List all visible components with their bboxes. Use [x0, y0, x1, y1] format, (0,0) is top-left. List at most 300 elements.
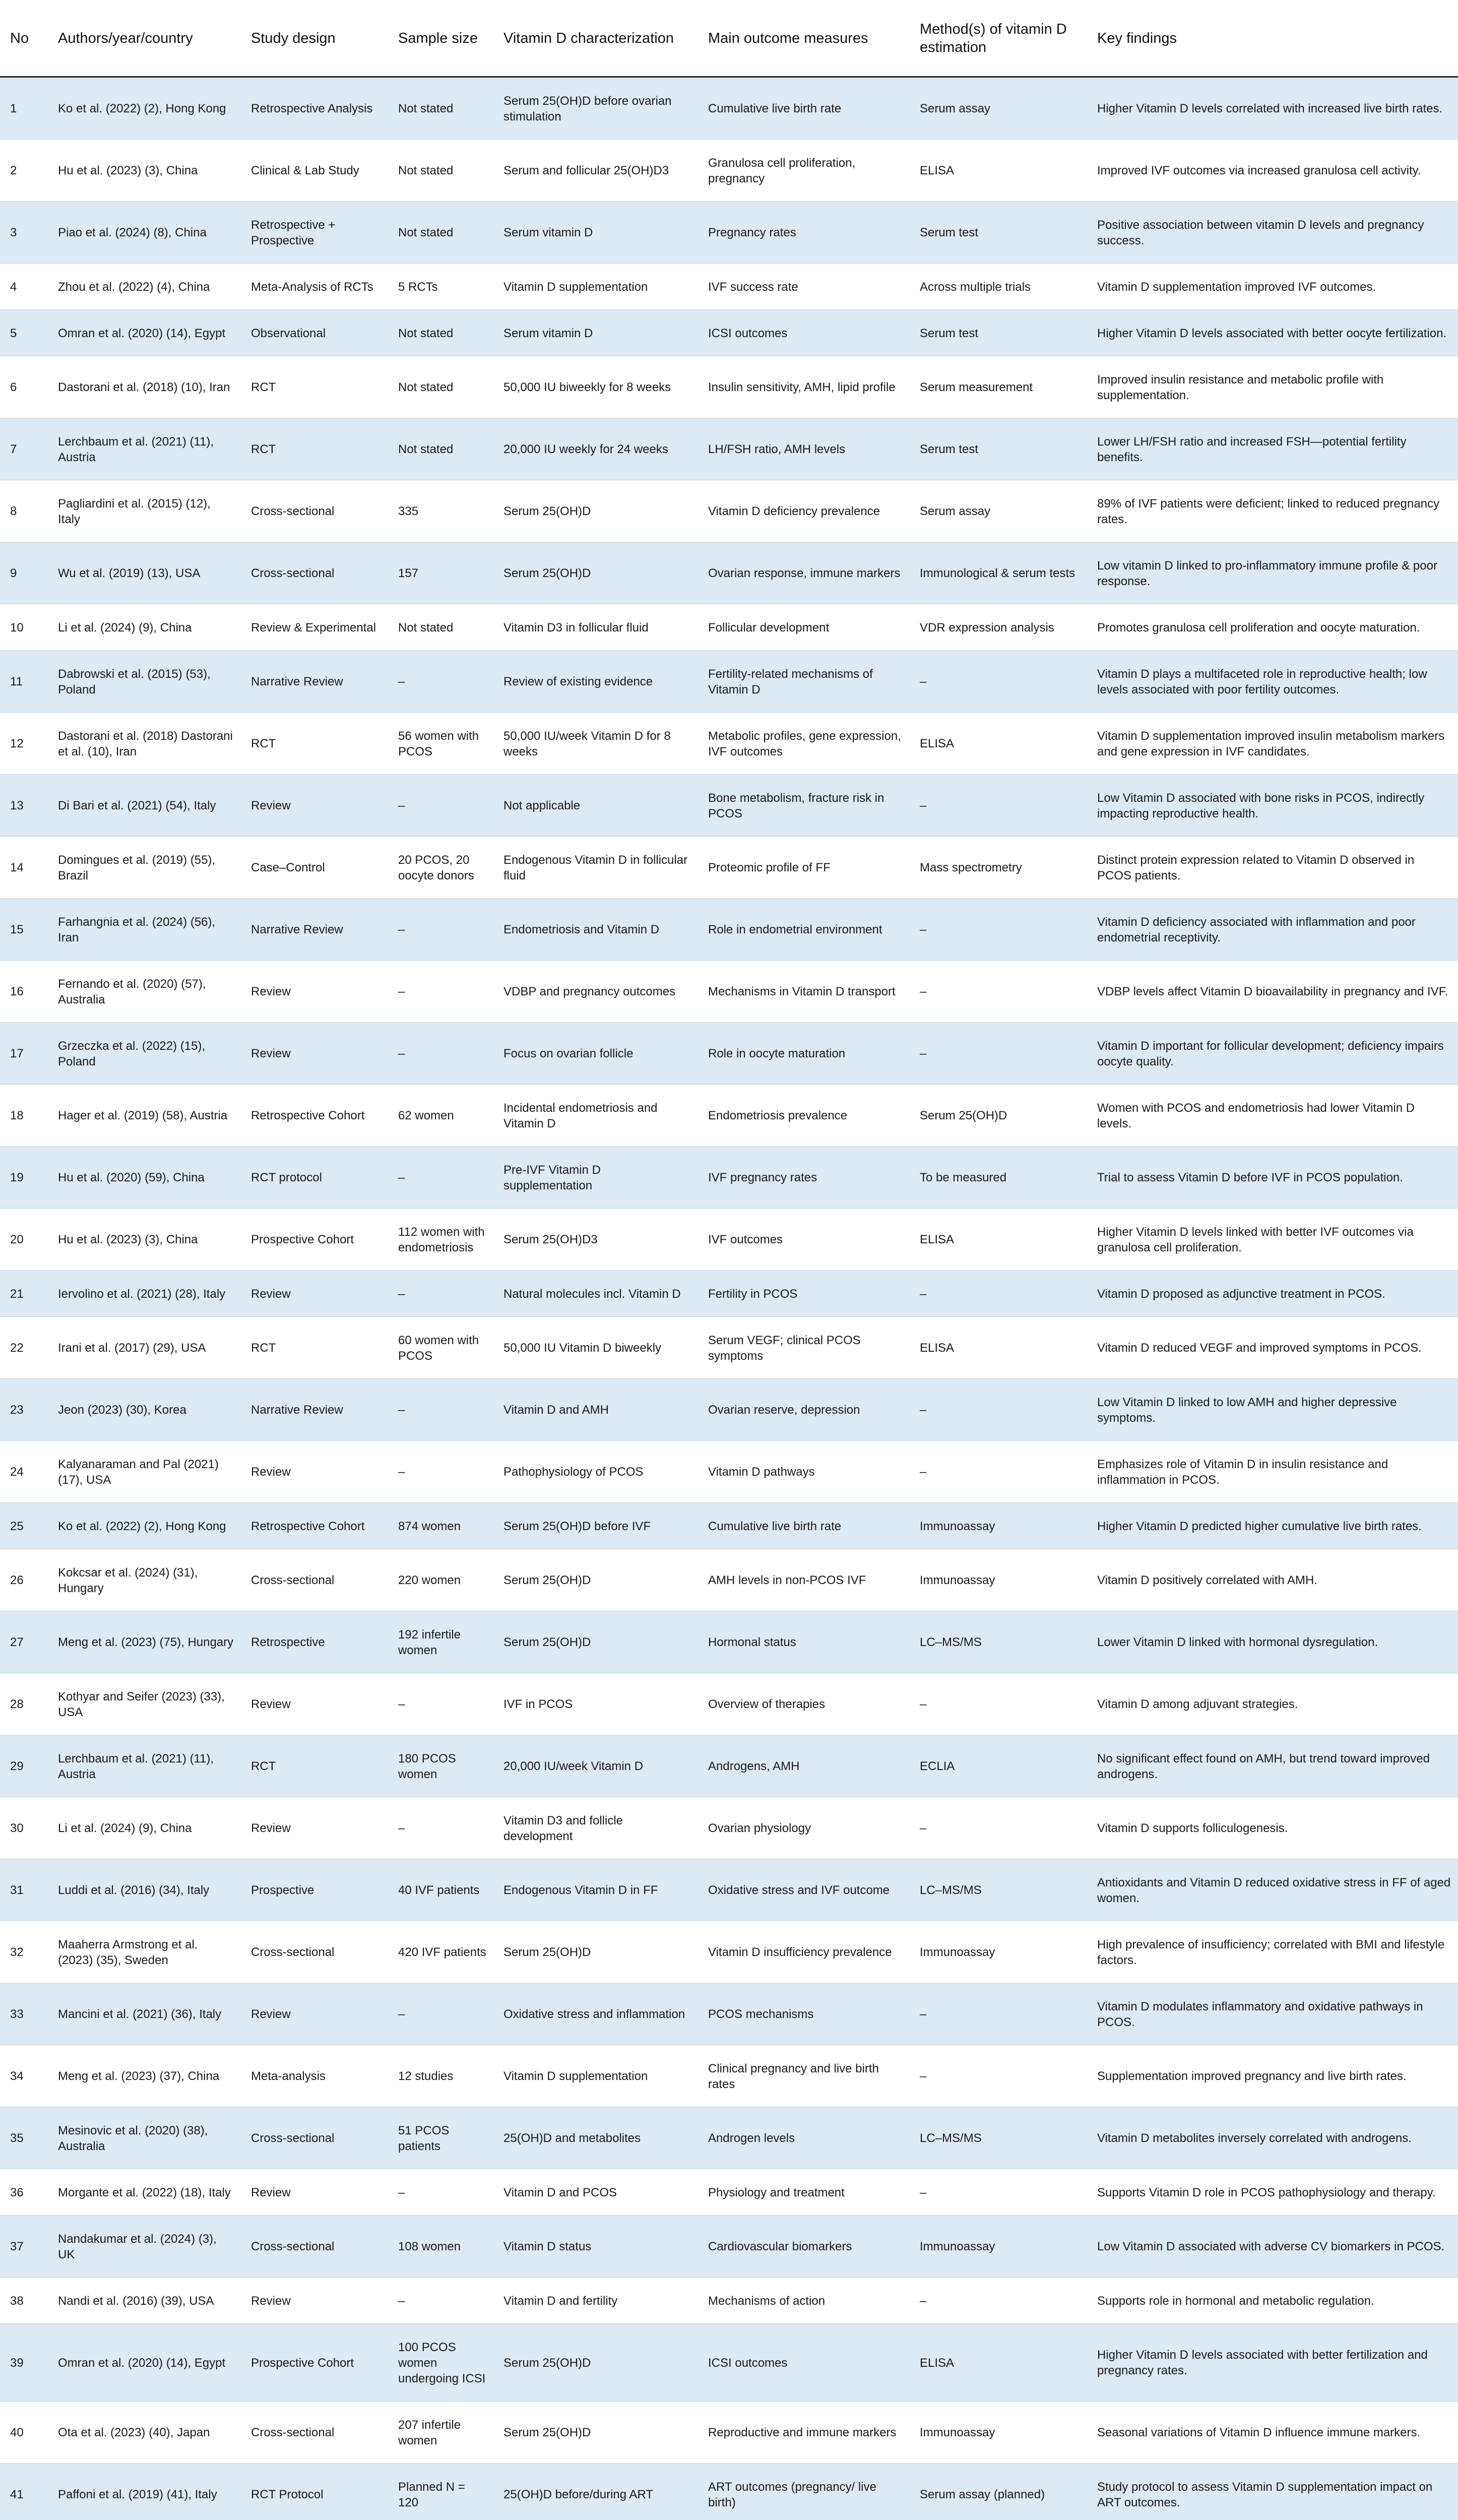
cell-findings: Supplementation improved pregnancy and live birth rates. [1087, 2045, 1458, 2107]
cell-no: 14 [0, 836, 48, 898]
cell-no: 23 [0, 1378, 48, 1440]
cell-study-design: Review & Experimental [241, 604, 388, 650]
cell-no: 20 [0, 1208, 48, 1270]
cell-method: ELISA [910, 1316, 1087, 1378]
cell-outcome: Vitamin D deficiency prevalence [698, 480, 910, 542]
cell-study-design: Meta-Analysis of RCTs [241, 263, 388, 309]
table-header-row [0, 0, 1458, 77]
cell-authors: Luddi et al. (2016) (34), Italy [48, 1859, 241, 1921]
cell-findings: Antioxidants and Vitamin D reduced oxidative stress in FF of aged women. [1087, 1859, 1458, 1921]
cell-method: – [910, 898, 1087, 960]
cell-study-design: RCT [241, 418, 388, 480]
cell-outcome: Bone metabolism, fracture risk in PCOS [698, 774, 910, 836]
cell-vitamin-d: 20,000 IU/week Vitamin D [493, 1735, 698, 1797]
cell-outcome: AMH levels in non-PCOS IVF [698, 1549, 910, 1611]
table-row [0, 2169, 1458, 2215]
cell-outcome: Fertility-related mechanisms of Vitamin D [698, 650, 910, 712]
cell-no: 30 [0, 1797, 48, 1859]
cell-findings: Vitamin D metabolites inversely correlated with androgens. [1087, 2107, 1458, 2169]
cell-study-design: Review [241, 1983, 388, 2045]
cell-sample-size: 100 PCOS women undergoing ICSI [388, 2323, 493, 2401]
cell-authors: Morgante et al. (2022) (18), Italy [48, 2169, 241, 2215]
cell-method: ELISA [910, 2323, 1087, 2401]
cell-method: Immunoassay [910, 2401, 1087, 2463]
cell-sample-size: 62 women [388, 1084, 493, 1146]
cell-outcome: Androgen levels [698, 2107, 910, 2169]
cell-outcome: Fertility in PCOS [698, 1270, 910, 1316]
cell-outcome: Pregnancy rates [698, 201, 910, 263]
cell-findings: Low vitamin D linked to pro-inflammatory immune profile & poor response. [1087, 542, 1458, 604]
cell-study-design: Review [241, 1673, 388, 1735]
cell-study-design: Review [241, 1022, 388, 1084]
cell-sample-size: – [388, 650, 493, 712]
cell-authors: Hu et al. (2023) (3), China [48, 139, 241, 201]
header-main-outcome-measures: Main outcome measures [698, 0, 910, 77]
cell-authors: Dastorani et al. (2018) Dastorani et al. (10), Iran [48, 712, 241, 774]
header-sample-size: Sample size [388, 0, 493, 77]
cell-no: 38 [0, 2277, 48, 2323]
cell-method: ELISA [910, 139, 1087, 201]
cell-findings: Higher Vitamin D predicted higher cumulative live birth rates. [1087, 1502, 1458, 1549]
cell-study-design: Review [241, 774, 388, 836]
cell-sample-size: 51 PCOS patients [388, 2107, 493, 2169]
cell-findings: Vitamin D supplementation improved IVF outcomes. [1087, 263, 1458, 309]
table-row [0, 1378, 1458, 1440]
cell-no: 2 [0, 139, 48, 201]
cell-no: 4 [0, 263, 48, 309]
cell-no: 25 [0, 1502, 48, 1549]
cell-vitamin-d: Incidental endometriosis and Vitamin D [493, 1084, 698, 1146]
cell-study-design: Retrospective Cohort [241, 1084, 388, 1146]
cell-study-design: Review [241, 960, 388, 1022]
cell-authors: Ota et al. (2023) (40), Japan [48, 2401, 241, 2463]
table-row [0, 1549, 1458, 1611]
cell-outcome: Role in oocyte maturation [698, 1022, 910, 1084]
table-row [0, 2277, 1458, 2323]
cell-sample-size: – [388, 2277, 493, 2323]
cell-findings: Supports Vitamin D role in PCOS pathophysiology and therapy. [1087, 2169, 1458, 2215]
cell-vitamin-d: Serum 25(OH)D [493, 1611, 698, 1673]
cell-authors: Zhou et al. (2022) (4), China [48, 263, 241, 309]
cell-sample-size: – [388, 1440, 493, 1502]
cell-vitamin-d: Serum 25(OH)D [493, 2401, 698, 2463]
cell-method: Serum test [910, 201, 1087, 263]
table-row [0, 836, 1458, 898]
cell-outcome: LH/FSH ratio, AMH levels [698, 418, 910, 480]
cell-vitamin-d: Vitamin D and PCOS [493, 2169, 698, 2215]
cell-authors: Nandakumar et al. (2024) (3), UK [48, 2215, 241, 2277]
cell-outcome: Clinical pregnancy and live birth rates [698, 2045, 910, 2107]
cell-authors: Hu et al. (2020) (59), China [48, 1146, 241, 1208]
cell-method: – [910, 1378, 1087, 1440]
cell-vitamin-d: 25(OH)D and metabolites [493, 2107, 698, 2169]
cell-vitamin-d: Vitamin D supplementation [493, 2045, 698, 2107]
table-row [0, 2045, 1458, 2107]
cell-method: Serum assay [910, 480, 1087, 542]
cell-findings: 89% of IVF patients were deficient; linked to reduced pregnancy rates. [1087, 480, 1458, 542]
cell-vitamin-d: Serum 25(OH)D [493, 480, 698, 542]
cell-method: LC–MS/MS [910, 1611, 1087, 1673]
cell-sample-size: – [388, 1797, 493, 1859]
cell-authors: Li et al. (2024) (9), China [48, 604, 241, 650]
cell-authors: Omran et al. (2020) (14), Egypt [48, 2323, 241, 2401]
cell-outcome: Endometriosis prevalence [698, 1084, 910, 1146]
cell-authors: Meng et al. (2023) (37), China [48, 2045, 241, 2107]
cell-no: 9 [0, 542, 48, 604]
cell-sample-size: Not stated [388, 77, 493, 139]
cell-findings: Distinct protein expression related to Vitamin D observed in PCOS patients. [1087, 836, 1458, 898]
cell-vitamin-d: Serum vitamin D [493, 201, 698, 263]
cell-study-design: RCT [241, 712, 388, 774]
cell-study-design: Review [241, 1270, 388, 1316]
cell-no: 40 [0, 2401, 48, 2463]
header-key-findings: Key findings [1087, 0, 1458, 77]
cell-vitamin-d: Vitamin D3 and follicle development [493, 1797, 698, 1859]
cell-vitamin-d: Endogenous Vitamin D in FF [493, 1859, 698, 1921]
cell-sample-size: 108 women [388, 2215, 493, 2277]
cell-no: 15 [0, 898, 48, 960]
cell-sample-size: – [388, 774, 493, 836]
cell-sample-size: 157 [388, 542, 493, 604]
cell-study-design: RCT [241, 356, 388, 418]
table-row [0, 898, 1458, 960]
cell-outcome: Vitamin D insufficiency prevalence [698, 1921, 910, 1983]
cell-study-design: Retrospective + Prospective [241, 201, 388, 263]
cell-findings: Higher Vitamin D levels associated with better oocyte fertilization. [1087, 309, 1458, 356]
cell-study-design: Case–Control [241, 836, 388, 898]
cell-vitamin-d: Pre-IVF Vitamin D supplementation [493, 1146, 698, 1208]
cell-findings: Vitamin D supports folliculogenesis. [1087, 1797, 1458, 1859]
cell-vitamin-d: Serum 25(OH)D [493, 1921, 698, 1983]
table-row [0, 2215, 1458, 2277]
cell-no: 35 [0, 2107, 48, 2169]
cell-findings: Positive association between vitamin D levels and pregnancy success. [1087, 201, 1458, 263]
table-row [0, 1084, 1458, 1146]
cell-authors: Ko et al. (2022) (2), Hong Kong [48, 1502, 241, 1549]
cell-no: 21 [0, 1270, 48, 1316]
cell-method: – [910, 960, 1087, 1022]
table-row [0, 542, 1458, 604]
table-row [0, 1735, 1458, 1797]
cell-sample-size: – [388, 1378, 493, 1440]
cell-method: LC–MS/MS [910, 2107, 1087, 2169]
cell-outcome: ICSI outcomes [698, 2323, 910, 2401]
cell-findings: No significant effect found on AMH, but trend toward improved androgens. [1087, 1735, 1458, 1797]
cell-vitamin-d: 20,000 IU weekly for 24 weeks [493, 418, 698, 480]
cell-no: 18 [0, 1084, 48, 1146]
table-row [0, 1208, 1458, 1270]
cell-sample-size: Not stated [388, 201, 493, 263]
cell-sample-size: 192 infertile women [388, 1611, 493, 1673]
cell-no: 34 [0, 2045, 48, 2107]
cell-study-design: Prospective [241, 1859, 388, 1921]
cell-outcome: IVF success rate [698, 263, 910, 309]
cell-outcome: Role in endometrial environment [698, 898, 910, 960]
cell-method: – [910, 2277, 1087, 2323]
table-row [0, 604, 1458, 650]
cell-outcome: Cumulative live birth rate [698, 77, 910, 139]
cell-study-design: Cross-sectional [241, 2215, 388, 2277]
table-row [0, 356, 1458, 418]
cell-study-design: Retrospective Analysis [241, 77, 388, 139]
cell-study-design: Narrative Review [241, 898, 388, 960]
cell-no: 11 [0, 650, 48, 712]
cell-vitamin-d: Serum vitamin D [493, 309, 698, 356]
cell-vitamin-d: 50,000 IU/week Vitamin D for 8 weeks [493, 712, 698, 774]
cell-authors: Di Bari et al. (2021) (54), Italy [48, 774, 241, 836]
cell-findings: Higher Vitamin D levels correlated with increased live birth rates. [1087, 77, 1458, 139]
cell-outcome: IVF outcomes [698, 1208, 910, 1270]
cell-study-design: Clinical & Lab Study [241, 139, 388, 201]
cell-outcome: Vitamin D pathways [698, 1440, 910, 1502]
cell-authors: Lerchbaum et al. (2021) (11), Austria [48, 418, 241, 480]
cell-study-design: Review [241, 1440, 388, 1502]
table-row [0, 2401, 1458, 2463]
cell-no: 17 [0, 1022, 48, 1084]
cell-findings: Emphasizes role of Vitamin D in insulin resistance and inflammation in PCOS. [1087, 1440, 1458, 1502]
cell-outcome: IVF pregnancy rates [698, 1146, 910, 1208]
cell-no: 1 [0, 77, 48, 139]
cell-outcome: Serum VEGF; clinical PCOS symptoms [698, 1316, 910, 1378]
cell-study-design: Cross-sectional [241, 542, 388, 604]
cell-sample-size: – [388, 1673, 493, 1735]
cell-no: 41 [0, 2463, 48, 2520]
table-row [0, 1797, 1458, 1859]
cell-sample-size: 5 RCTs [388, 263, 493, 309]
table-row [0, 2107, 1458, 2169]
cell-vitamin-d: Endometriosis and Vitamin D [493, 898, 698, 960]
cell-vitamin-d: Serum and follicular 25(OH)D3 [493, 139, 698, 201]
cell-method: Serum test [910, 418, 1087, 480]
cell-sample-size: – [388, 1270, 493, 1316]
cell-no: 16 [0, 960, 48, 1022]
cell-method: – [910, 1983, 1087, 2045]
cell-method: Immunoassay [910, 1921, 1087, 1983]
cell-sample-size: 420 IVF patients [388, 1921, 493, 1983]
cell-method: Serum assay (planned) [910, 2463, 1087, 2520]
cell-outcome: Cumulative live birth rate [698, 1502, 910, 1549]
header-estimation-method: Method(s) of vitamin D estimation [910, 0, 1087, 77]
cell-findings: Improved insulin resistance and metabolic profile with supplementation. [1087, 356, 1458, 418]
cell-method: ELISA [910, 712, 1087, 774]
cell-sample-size: 207 infertile women [388, 2401, 493, 2463]
table-row [0, 1270, 1458, 1316]
cell-method: – [910, 774, 1087, 836]
cell-sample-size: Not stated [388, 418, 493, 480]
cell-no: 26 [0, 1549, 48, 1611]
cell-vitamin-d: Serum 25(OH)D before ovarian stimulation [493, 77, 698, 139]
cell-outcome: Ovarian reserve, depression [698, 1378, 910, 1440]
cell-sample-size: 60 women with PCOS [388, 1316, 493, 1378]
cell-no: 27 [0, 1611, 48, 1673]
cell-no: 32 [0, 1921, 48, 1983]
cell-method: – [910, 1022, 1087, 1084]
cell-vitamin-d: VDBP and pregnancy outcomes [493, 960, 698, 1022]
cell-sample-size: 180 PCOS women [388, 1735, 493, 1797]
cell-study-design: Meta-analysis [241, 2045, 388, 2107]
cell-sample-size: Not stated [388, 309, 493, 356]
cell-authors: Kokcsar et al. (2024) (31), Hungary [48, 1549, 241, 1611]
table-row [0, 1440, 1458, 1502]
table-row [0, 309, 1458, 356]
cell-vitamin-d: Vitamin D and AMH [493, 1378, 698, 1440]
cell-findings: Low Vitamin D associated with bone risks in PCOS, indirectly impacting reproductive health. [1087, 774, 1458, 836]
cell-sample-size: – [388, 1146, 493, 1208]
table-row [0, 960, 1458, 1022]
cell-authors: Mancini et al. (2021) (36), Italy [48, 1983, 241, 2045]
cell-vitamin-d: Serum 25(OH)D3 [493, 1208, 698, 1270]
cell-findings: High prevalence of insufficiency; correlated with BMI and lifestyle factors. [1087, 1921, 1458, 1983]
cell-study-design: Review [241, 2169, 388, 2215]
cell-vitamin-d: Vitamin D supplementation [493, 263, 698, 309]
cell-method: Immunoassay [910, 1549, 1087, 1611]
cell-authors: Pagliardini et al. (2015) (12), Italy [48, 480, 241, 542]
cell-findings: Women with PCOS and endometriosis had lower Vitamin D levels. [1087, 1084, 1458, 1146]
cell-study-design: RCT protocol [241, 1146, 388, 1208]
cell-authors: Mesinovic et al. (2020) (38), Australia [48, 2107, 241, 2169]
table-row [0, 1983, 1458, 2045]
table-body [0, 77, 1458, 2520]
cell-vitamin-d: Vitamin D3 in follicular fluid [493, 604, 698, 650]
cell-authors: Irani et al. (2017) (29), USA [48, 1316, 241, 1378]
cell-no: 13 [0, 774, 48, 836]
cell-outcome: Androgens, AMH [698, 1735, 910, 1797]
cell-outcome: Insulin sensitivity, AMH, lipid profile [698, 356, 910, 418]
cell-outcome: PCOS mechanisms [698, 1983, 910, 2045]
cell-vitamin-d: Pathophysiology of PCOS [493, 1440, 698, 1502]
cell-authors: Lerchbaum et al. (2021) (11), Austria [48, 1735, 241, 1797]
table-row [0, 201, 1458, 263]
cell-method: – [910, 650, 1087, 712]
cell-findings: Vitamin D proposed as adjunctive treatment in PCOS. [1087, 1270, 1458, 1316]
cell-no: 22 [0, 1316, 48, 1378]
cell-authors: Hu et al. (2023) (3), China [48, 1208, 241, 1270]
cell-authors: Kalyanaraman and Pal (2021) (17), USA [48, 1440, 241, 1502]
cell-findings: Lower Vitamin D linked with hormonal dysregulation. [1087, 1611, 1458, 1673]
table-row [0, 77, 1458, 139]
cell-authors: Omran et al. (2020) (14), Egypt [48, 309, 241, 356]
cell-outcome: Ovarian response, immune markers [698, 542, 910, 604]
cell-authors: Li et al. (2024) (9), China [48, 1797, 241, 1859]
cell-vitamin-d: 50,000 IU Vitamin D biweekly [493, 1316, 698, 1378]
cell-method: Serum assay [910, 77, 1087, 139]
cell-authors: Dastorani et al. (2018) (10), Iran [48, 356, 241, 418]
cell-vitamin-d: Focus on ovarian follicle [493, 1022, 698, 1084]
cell-no: 36 [0, 2169, 48, 2215]
cell-sample-size: 874 women [388, 1502, 493, 1549]
cell-sample-size: Not stated [388, 356, 493, 418]
cell-study-design: RCT [241, 1735, 388, 1797]
cell-authors: Grzeczka et al. (2022) (15), Poland [48, 1022, 241, 1084]
cell-findings: Vitamin D modulates inflammatory and oxidative pathways in PCOS. [1087, 1983, 1458, 2045]
cell-authors: Farhangnia et al. (2024) (56), Iran [48, 898, 241, 960]
cell-method: Serum 25(OH)D [910, 1084, 1087, 1146]
cell-authors: Kothyar and Seifer (2023) (33), USA [48, 1673, 241, 1735]
cell-outcome: Oxidative stress and IVF outcome [698, 1859, 910, 1921]
cell-study-design: Observational [241, 309, 388, 356]
cell-method: Across multiple trials [910, 263, 1087, 309]
cell-vitamin-d: Not applicable [493, 774, 698, 836]
cell-method: – [910, 1270, 1087, 1316]
cell-no: 24 [0, 1440, 48, 1502]
cell-study-design: Narrative Review [241, 1378, 388, 1440]
cell-study-design: Review [241, 1797, 388, 1859]
cell-findings: Improved IVF outcomes via increased granulosa cell activity. [1087, 139, 1458, 201]
cell-no: 10 [0, 604, 48, 650]
cell-sample-size: 20 PCOS, 20 oocyte donors [388, 836, 493, 898]
cell-authors: Jeon (2023) (30), Korea [48, 1378, 241, 1440]
cell-outcome: Proteomic profile of FF [698, 836, 910, 898]
cell-study-design: Cross-sectional [241, 1921, 388, 1983]
cell-outcome: Mechanisms of action [698, 2277, 910, 2323]
cell-vitamin-d: Natural molecules incl. Vitamin D [493, 1270, 698, 1316]
cell-sample-size: 56 women with PCOS [388, 712, 493, 774]
cell-method: – [910, 1440, 1087, 1502]
cell-method: Serum test [910, 309, 1087, 356]
cell-authors: Paffoni et al. (2019) (41), Italy [48, 2463, 241, 2520]
cell-no: 37 [0, 2215, 48, 2277]
cell-study-design: Retrospective [241, 1611, 388, 1673]
cell-study-design: Retrospective Cohort [241, 1502, 388, 1549]
cell-no: 12 [0, 712, 48, 774]
cell-vitamin-d: Oxidative stress and inflammation [493, 1983, 698, 2045]
table-row [0, 139, 1458, 201]
cell-vitamin-d: Endogenous Vitamin D in follicular fluid [493, 836, 698, 898]
table-row [0, 1022, 1458, 1084]
cell-findings: Vitamin D deficiency associated with inflammation and poor endometrial receptivity. [1087, 898, 1458, 960]
cell-method: Serum measurement [910, 356, 1087, 418]
cell-no: 6 [0, 356, 48, 418]
cell-method: – [910, 1797, 1087, 1859]
cell-findings: Vitamin D important for follicular development; deficiency impairs oocyte quality. [1087, 1022, 1458, 1084]
cell-vitamin-d: Serum 25(OH)D before IVF [493, 1502, 698, 1549]
cell-sample-size: – [388, 2169, 493, 2215]
cell-vitamin-d: Vitamin D and fertility [493, 2277, 698, 2323]
cell-no: 19 [0, 1146, 48, 1208]
cell-authors: Meng et al. (2023) (75), Hungary [48, 1611, 241, 1673]
cell-vitamin-d: IVF in PCOS [493, 1673, 698, 1735]
cell-study-design: RCT Protocol [241, 2463, 388, 2520]
header-no: No [0, 0, 48, 77]
cell-sample-size: 12 studies [388, 2045, 493, 2107]
cell-outcome: Physiology and treatment [698, 2169, 910, 2215]
cell-authors: Hager et al. (2019) (58), Austria [48, 1084, 241, 1146]
cell-outcome: Granulosa cell proliferation, pregnancy [698, 139, 910, 201]
table-row [0, 2323, 1458, 2401]
cell-study-design: Cross-sectional [241, 2107, 388, 2169]
cell-vitamin-d: 50,000 IU biweekly for 8 weeks [493, 356, 698, 418]
cell-vitamin-d: Serum 25(OH)D [493, 1549, 698, 1611]
table-row [0, 1502, 1458, 1549]
cell-outcome: Reproductive and immune markers [698, 2401, 910, 2463]
table-row [0, 1316, 1458, 1378]
cell-findings: VDBP levels affect Vitamin D bioavailability in pregnancy and IVF. [1087, 960, 1458, 1022]
table-row [0, 418, 1458, 480]
table-row [0, 1921, 1458, 1983]
cell-study-design: Review [241, 2277, 388, 2323]
cell-method: ELISA [910, 1208, 1087, 1270]
cell-sample-size: Planned N = 120 [388, 2463, 493, 2520]
cell-method: – [910, 2045, 1087, 2107]
cell-outcome: Metabolic profiles, gene expression, IVF outcomes [698, 712, 910, 774]
cell-method: VDR expression analysis [910, 604, 1087, 650]
cell-findings: Supports role in hormonal and metabolic regulation. [1087, 2277, 1458, 2323]
cell-outcome: Hormonal status [698, 1611, 910, 1673]
cell-study-design: Prospective Cohort [241, 2323, 388, 2401]
cell-authors: Dabrowski et al. (2015) (53), Poland [48, 650, 241, 712]
cell-outcome: ART outcomes (pregnancy/ live birth) [698, 2463, 910, 2520]
cell-findings: Promotes granulosa cell proliferation and oocyte maturation. [1087, 604, 1458, 650]
